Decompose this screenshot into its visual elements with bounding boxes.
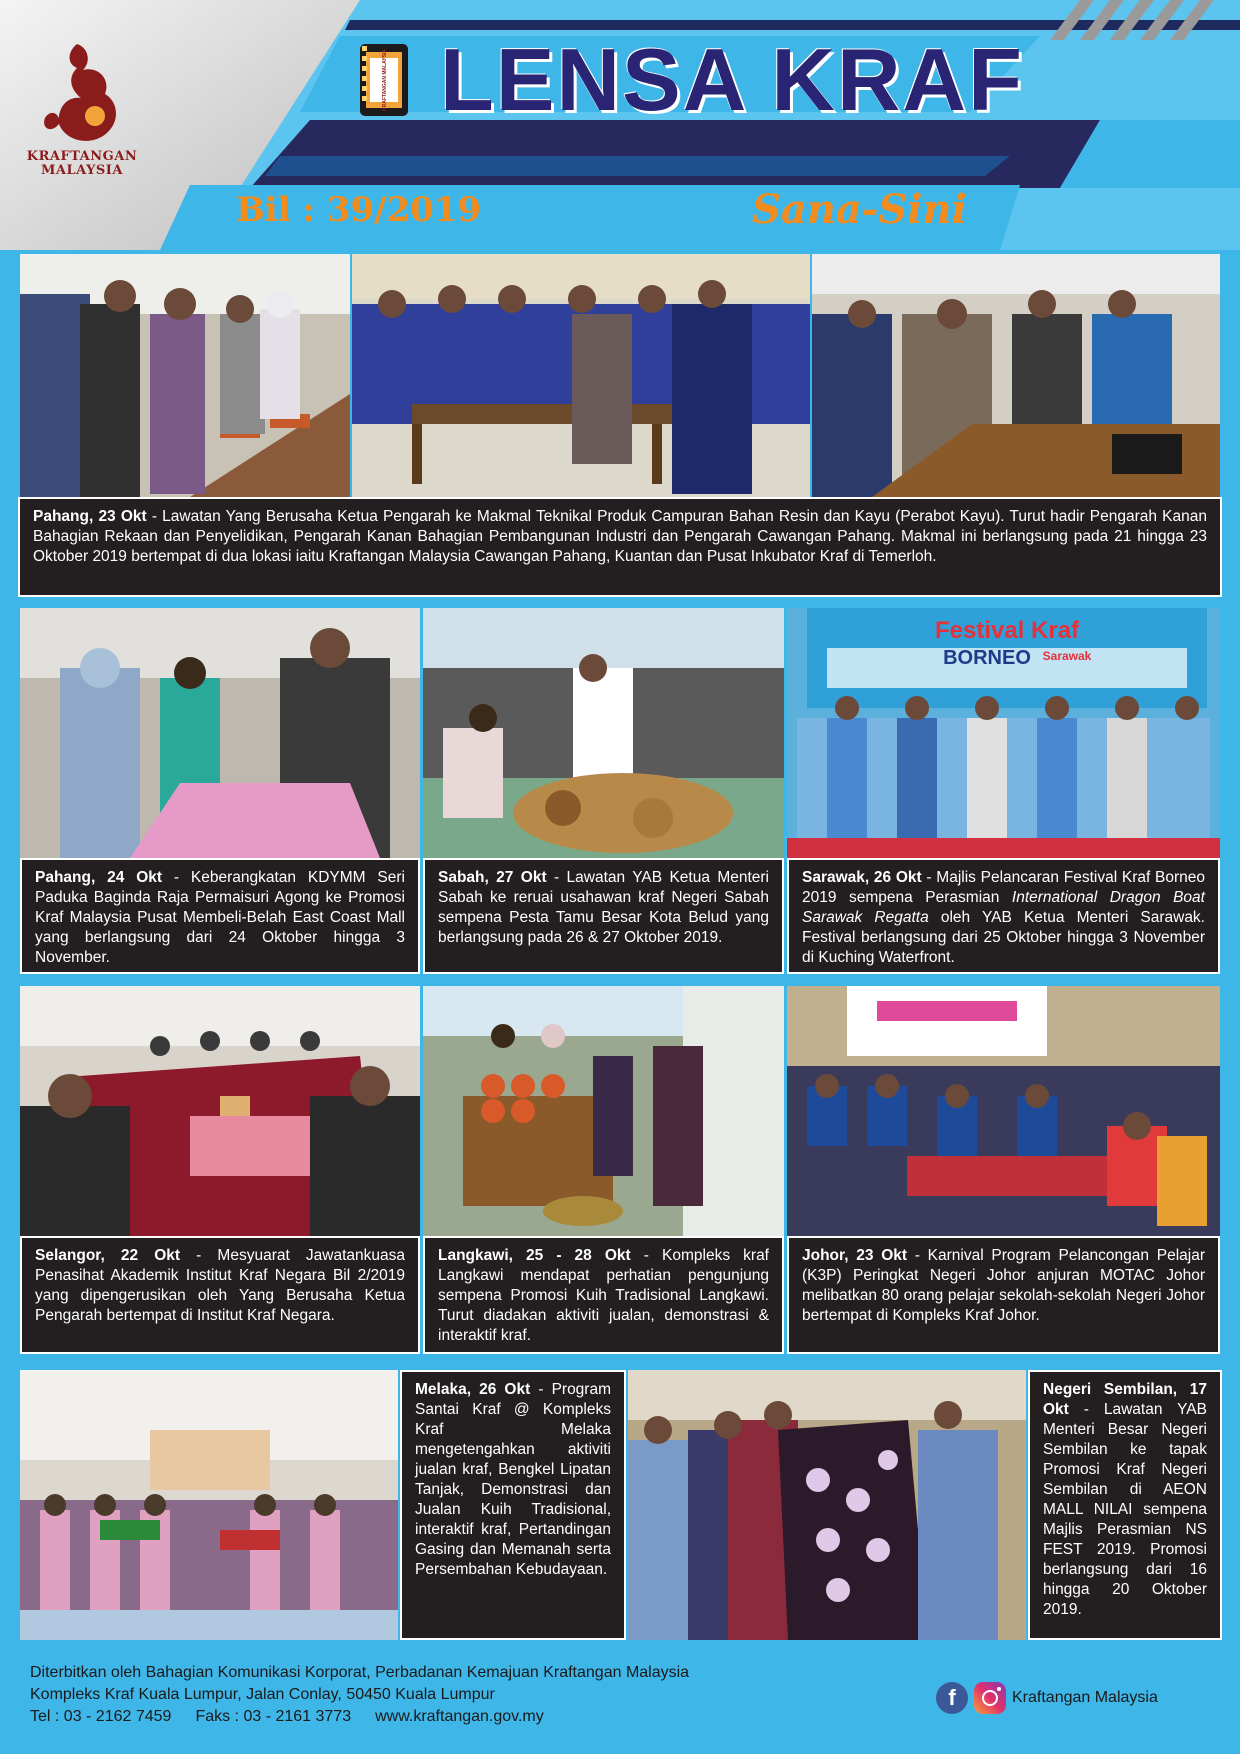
caption-sabah: [423, 858, 784, 974]
caption-johor: [787, 1236, 1220, 1354]
photo-johor: [787, 986, 1220, 1236]
caption-sarawak-place: Sarawak, 26 Okt: [802, 869, 922, 886]
caption-sarawak-text-b: oleh YAB Ketua Menteri Sarawak. Festival berlangsung dari 25 Oktober hingga 3 November di Kuching Waterfront.: [802, 909, 1205, 966]
instagram-icon[interactable]: [974, 1682, 1006, 1714]
logo-text-line2: MALAYSIA: [41, 163, 123, 178]
photo-sabah: [423, 608, 784, 858]
contact-line: [30, 1706, 689, 1728]
caption-pahang23-place: Pahang, 23 Okt: [33, 508, 147, 525]
kraftangan-logo: [22, 38, 142, 188]
caption-langkawi: [423, 1236, 784, 1354]
caption-pahang24-place: Pahang, 24 Okt: [35, 869, 163, 886]
photo-selangor: [20, 986, 420, 1236]
photo-pahang23-exhibit: [20, 254, 350, 497]
caption-sarawak: [787, 858, 1220, 974]
telephone: Tel : 03 - 2162 7459: [30, 1708, 172, 1725]
address-line: Kompleks Kraf Kuala Lumpur, Jalan Conlay, 50450 Kuala Lumpur: [30, 1686, 495, 1703]
caption-sabah-place: Sabah, 27 Okt: [438, 869, 547, 886]
film-label: KRAFTANGAN MALAYSIA: [382, 49, 388, 111]
caption-melaka-text: - Program Santai Kraf @ Kompleks Kraf Melaka mengetengahkan aktiviti jualan kraf, Bengkel Lipatan Tanjak, Demonstrasi dan Jualan Kuih Tradisional, interaktif kraf, Pertandingan Gasing dan Memanah serta Persembahan Kebudayaan.: [415, 1381, 611, 1578]
publisher-line: Diterbitkan oleh Bahagian Komunikasi Korporat, Perbadanan Kemajuan Kraftangan Malaysia: [30, 1664, 690, 1681]
caption-sabah-text: - Lawatan YAB Ketua Menteri Sabah ke reruai usahawan kraf Negeri Sabah sempena Pesta Tamu Besar Kota Belud yang berlangsung pada 26 & 27 Oktober 2019.: [438, 869, 770, 946]
masthead: [0, 0, 1240, 250]
kraftangan-logo-icon: [37, 38, 127, 150]
sarawak-banner-borneo: BORNEO: [943, 647, 1031, 669]
photo-sarawak: [787, 608, 1220, 858]
caption-johor-place: Johor, 23 Okt: [802, 1247, 908, 1264]
publisher-footer: [30, 1662, 689, 1728]
caption-sarawak-text-a: - Majlis Pelancaran Festival Kraf Borneo 2019 sempena Perasmian: [802, 869, 1205, 906]
photo-negeri-sembilan: [628, 1370, 1026, 1640]
sarawak-banner-sarawak: Sarawak: [1042, 649, 1092, 663]
caption-pahang23: [18, 497, 1222, 597]
social-handle[interactable]: Kraftangan Malaysia: [1012, 1689, 1158, 1706]
caption-langkawi-text: - Kompleks kraf Langkawi mendapat perhatian pengunjung sempena Promosi Kuih Tradisional Langkawi. Turut diadakan aktiviti jualan, demonstrasi & interaktif kraf.: [438, 1247, 769, 1344]
caption-melaka: [400, 1370, 626, 1640]
photo-pahang24: [20, 608, 420, 858]
film-canister-icon: [358, 42, 410, 118]
caption-pahang24-text: - Keberangkatan KDYMM Seri Paduka Baginda Raja Permaisuri Agong ke Promosi Kraf Malaysia Pusat Membeli-Belah East Coast Mall yang berlangsung dari 24 Oktober hingga 3 November.: [35, 869, 405, 966]
caption-selangor: [20, 1236, 420, 1354]
photo-langkawi: [423, 986, 784, 1236]
section-name: Sana-Sini: [752, 186, 967, 233]
logo-text-line1: KRAFTANGAN: [26, 149, 138, 164]
photo-pahang23-workshop: [352, 254, 810, 497]
caption-negeri-sembilan-text: - Lawatan YAB Menteri Besar Negeri Sembilan ke tapak Promosi Kraf Negeri Sembilan di AEON MALL NILAI sempena Majlis Perasmian NS FEST 2019. Promosi berlangsung dari 16 hingga 20 Oktober 2019.: [1043, 1401, 1207, 1618]
sarawak-banner-title: Festival Kraf: [934, 617, 1080, 644]
issue-number: Bil : 39/2019: [236, 190, 482, 230]
photo-pahang23-resin: [812, 254, 1220, 497]
caption-sarawak-text-italic: International Dragon Boat Sarawak Regatta: [802, 889, 1205, 926]
caption-pahang24: [20, 858, 420, 974]
caption-selangor-text: - Mesyuarat Jawatankuasa Penasihat Akademik Institut Kraf Negara Bil 2/2019 yang dipengerusikan oleh Yang Berusaha Ketua Pengarah bertempat di Institut Kraf Negara.: [35, 1247, 405, 1324]
caption-langkawi-place: Langkawi, 25 - 28 Okt: [438, 1247, 631, 1264]
fax: Faks : 03 - 2161 3773: [195, 1708, 352, 1725]
caption-negeri-sembilan: [1028, 1370, 1222, 1640]
caption-johor-text: - Karnival Program Pelancongan Pelajar (K3P) Peringkat Negeri Johor anjuran MOTAC Johor melibatkan 80 orang pelajar sekolah-sekolah Negeri Johor bertempat di Kompleks Kraf Johor.: [802, 1247, 1206, 1324]
caption-selangor-place: Selangor, 22 Okt: [35, 1247, 181, 1264]
caption-melaka-place: Melaka, 26 Okt: [415, 1381, 531, 1398]
newsletter-title: LENSA KRAF: [440, 30, 1024, 129]
caption-pahang23-text: - Lawatan Yang Berusaha Ketua Pengarah ke Makmal Teknikal Produk Campuran Bahan Resin dan Kayu (Perabot Kayu). Turut hadir Pengarah Kanan Bahagian Rekaan dan Penyelidikan, Pengarah Kanan Bahagian Pembangunan Industri dan Pengarah Cawangan Pahang. Makmal ini berlangsung pada 21 hingga 23 Oktober 2019 bertempat di dua lokasi iaitu Kraftangan Malaysia Cawangan Pahang, Kuantan dan Pusat Inkubator Kraf di Temerloh.: [33, 508, 1207, 565]
photo-melaka: [20, 1370, 398, 1640]
caption-negeri-sembilan-place: Negeri Sembilan, 17 Okt: [1043, 1381, 1207, 1418]
social-media: [936, 1681, 1158, 1715]
website-link[interactable]: www.kraftangan.gov.my: [375, 1708, 544, 1725]
facebook-icon[interactable]: f: [936, 1682, 968, 1714]
